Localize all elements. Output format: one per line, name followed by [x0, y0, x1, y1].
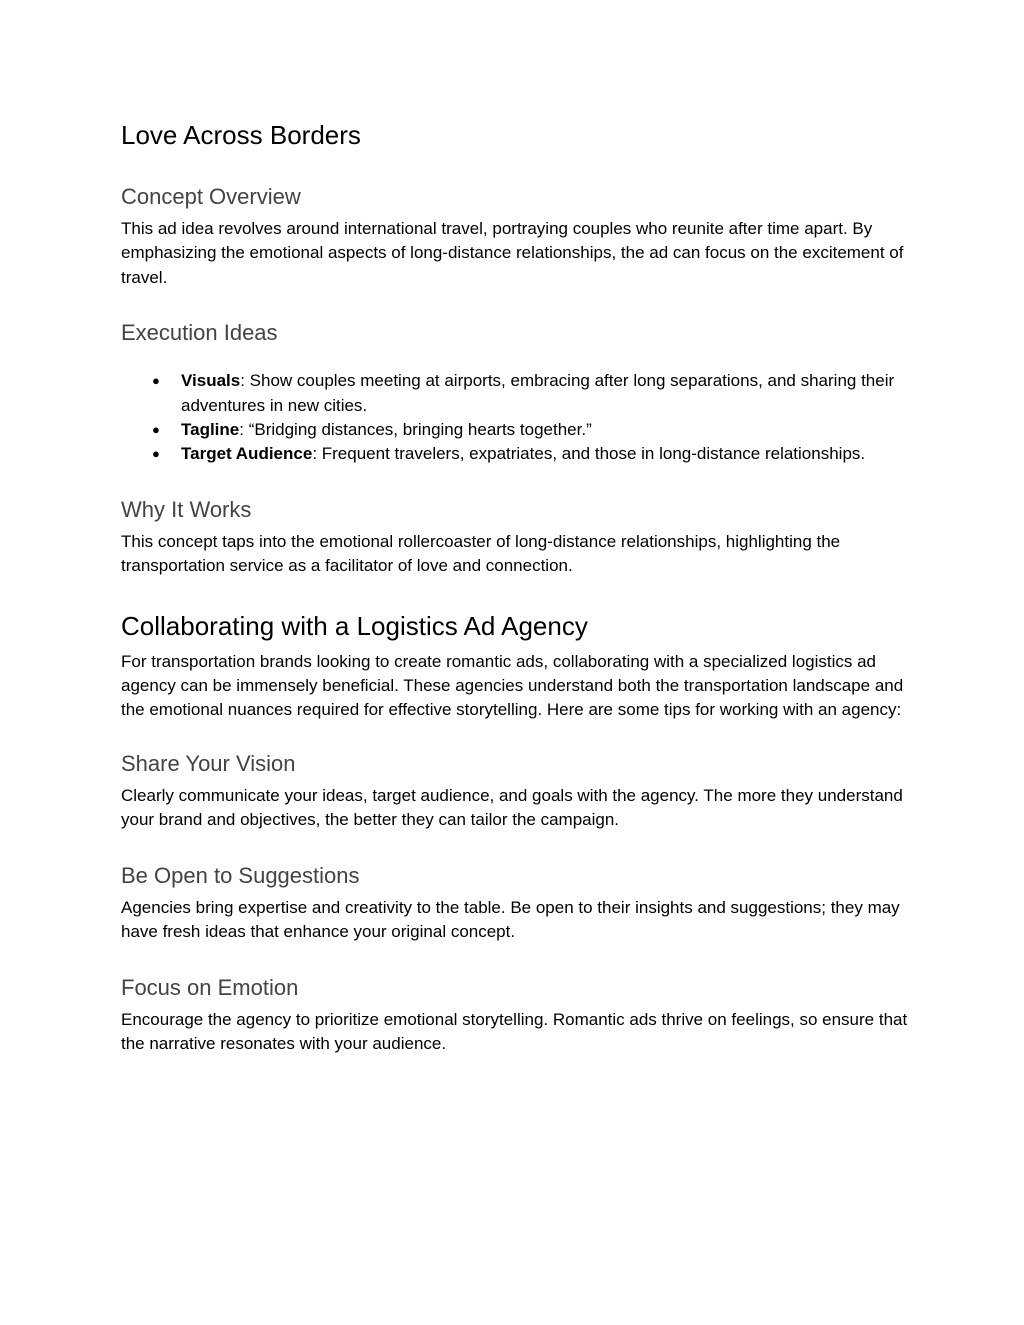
heading-focus-on-emotion: Focus on Emotion [121, 974, 299, 1000]
list-item-text: : Show couples meeting at airports, embracing after long separations, and sharing their adventures in new cities. [181, 371, 895, 415]
list-item-label: Target Audience [181, 444, 313, 464]
paragraph-be-open-to-suggestions: Agencies bring expertise and creativity to the table. Be open to their insights and suggestions; they may have fresh ideas that enhance your original concept. [121, 897, 900, 942]
list-item-visuals [121, 369, 911, 418]
heading-concept-overview: Concept Overview [121, 184, 301, 209]
list-item-tagline [121, 418, 911, 442]
paragraph-share-your-vision: Clearly communicate your ideas, target audience, and goals with the agency. The more they understand your brand and objectives, the better they can tailor the campaign. [121, 785, 903, 830]
heading-share-your-vision: Share Your Vision [121, 750, 296, 776]
paragraph-concept-overview: This ad idea revolves around international travel, portraying couples who reunite after time apart. By emphasizing the emotional aspects of long-distance relationships, the ad can focus on the excitement of travel. [121, 219, 904, 287]
document-page [121, 118, 911, 1056]
heading-collaborating: Collaborating with a Logistics Ad Agency [121, 610, 588, 641]
bullet-icon: ● [152, 373, 160, 389]
paragraph-why-it-works: This concept taps into the emotional rollercoaster of long-distance relationships, highlighting the transportation service as a facilitator of love and connection. [121, 531, 841, 576]
list-item-text: : Frequent travelers, expatriates, and those in long-distance relationships. [312, 444, 866, 464]
list-item-text: : “Bridging distances, bringing hearts together.” [239, 420, 592, 440]
bullet-icon: ● [152, 446, 160, 462]
heading-why-it-works: Why It Works [121, 496, 252, 522]
heading-love-across-borders: Love Across Borders [121, 120, 361, 150]
list-item-label: Tagline [181, 420, 240, 440]
heading-execution-ideas: Execution Ideas [121, 320, 278, 346]
list-item-label: Visuals [181, 371, 241, 391]
paragraph-collaborating: For transportation brands looking to create romantic ads, collaborating with a specialized logistics ad agency can be immensely beneficial. These agencies understand both the transportation landscape and the emotional nuances required for effective storytelling. Here are some tips for working with an agency: [121, 651, 904, 720]
bullet-icon: ● [152, 422, 160, 438]
list-item-target-audience [121, 442, 911, 466]
heading-be-open-to-suggestions: Be Open to Suggestions [121, 862, 360, 888]
paragraph-focus-on-emotion: Encourage the agency to prioritize emotional storytelling. Romantic ads thrive on feelings, so ensure that the narrative resonates with your audience. [121, 1009, 908, 1053]
execution-ideas-list [121, 369, 911, 467]
